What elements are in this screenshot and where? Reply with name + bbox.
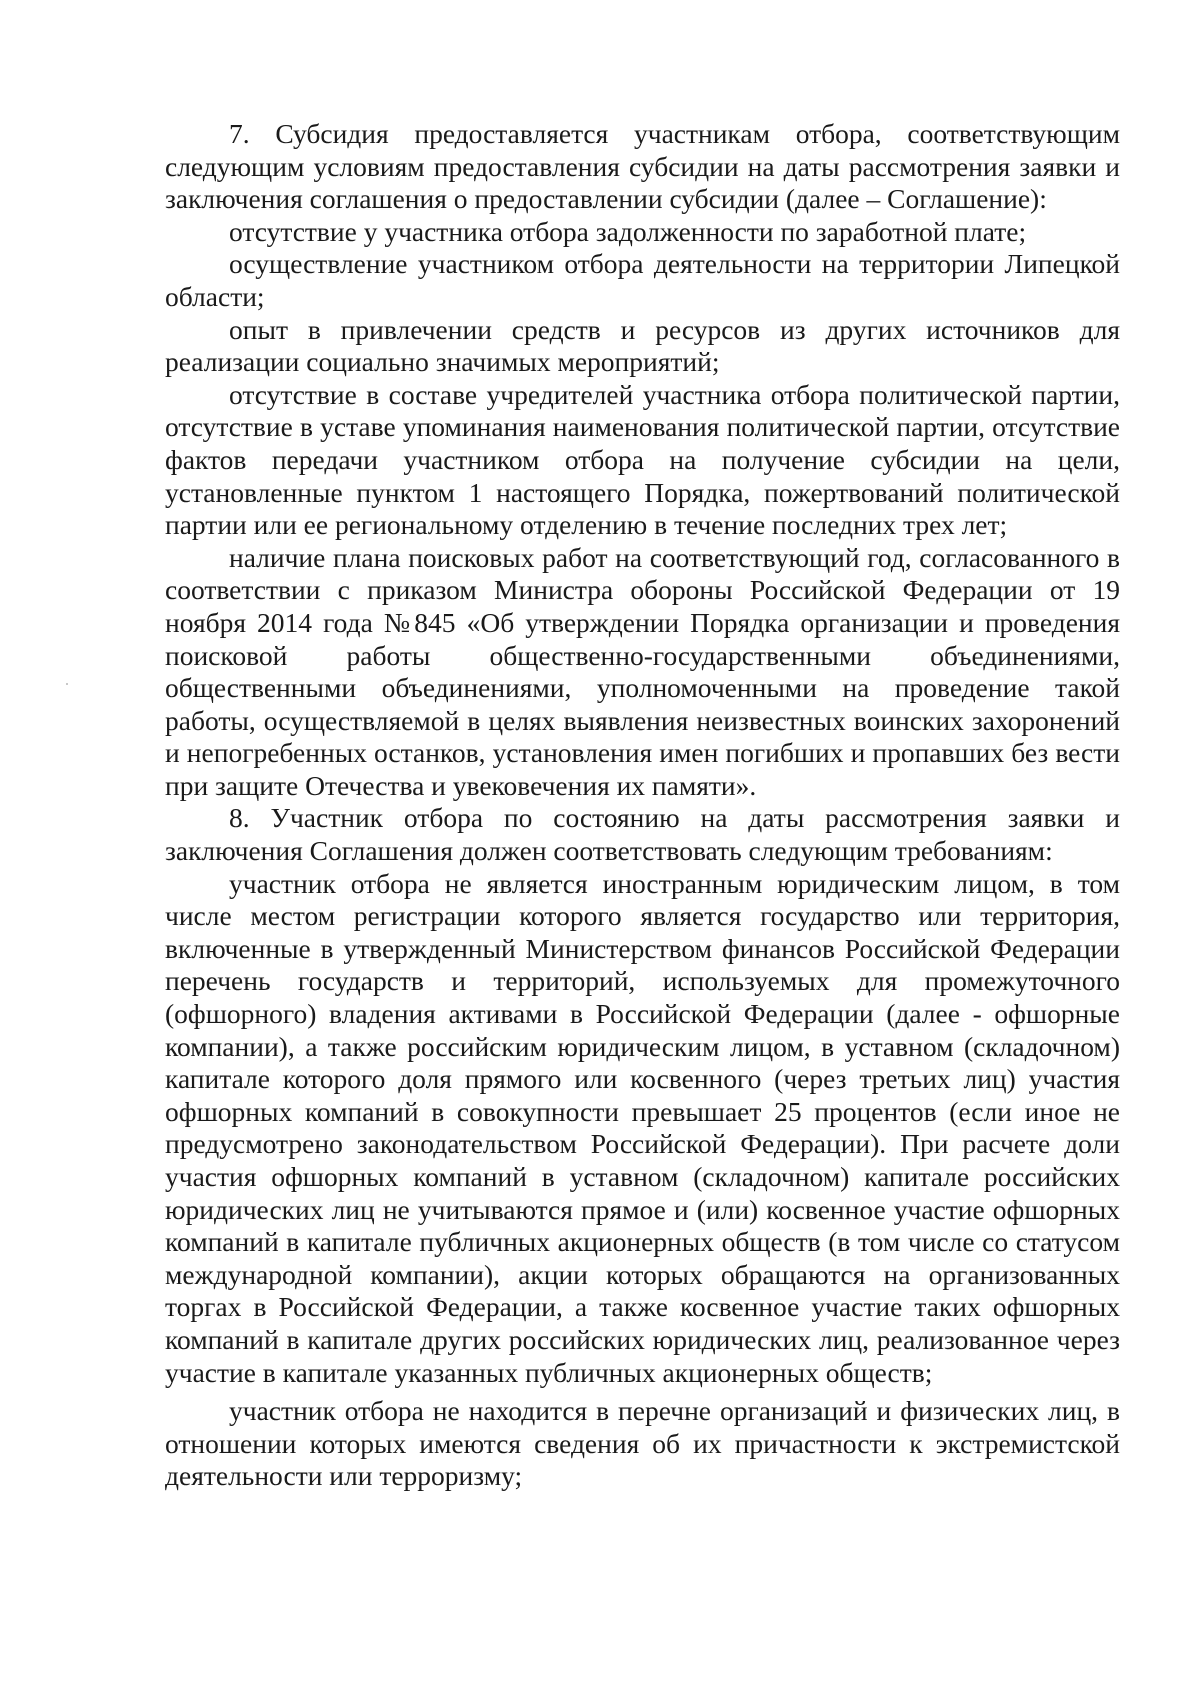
paragraph-8-intro: 8. Участник отбора по состоянию на даты рассмотрения заявки и заключения Соглашения должен соответствовать следующим требованиям: xyxy=(165,802,1120,867)
paragraph-offshore-requirement: участник отбора не является иностранным юридическим лицом, в том числе местом регистрации которого является государство или территория, включенные в утвержденный Министерством финансов Российской Федерации перечень государств и территорий, используемых для промежуточного (офшорного) владения активами в Российской Федерации (далее - офшорные компании), а также российским юридическим лицом, в уставном (складочном) капитале которого доля прямого или косвенного (через третьих лиц) участия офшорных компаний в совокупности превышает 25 процентов (если иное не предусмотрено законодательством Российской Федерации). При расчете доли участия офшорных компаний в уставном (складочном) капитале российских юридических лиц не учитываются прямое и (или) косвенное участие офшорных компаний в капитале публичных акционерных обществ (в том числе со статусом международной компании), акции которых обращаются на организованных торгах в Российской Федерации, а также косвенное участие таких офшорных компаний в капитале других российских юридических лиц, реализованное через участие в капитале указанных публичных акционерных обществ; xyxy=(165,867,1120,1388)
paragraph-activity-territory: осуществление участником отбора деятельности на территории Липецкой области; xyxy=(165,248,1120,312)
paragraph-search-plan: наличие плана поисковых работ на соответствующий год, согласованного в соответствии с приказом Министра обороны Российской Федерации от 19 ноября 2014 года №845 «Об утверждении Порядка организации и проведения поисковой работы общественно-государственными объединениями, общественными объединениями, уполномоченными на проведение такой работы, осуществляемой в целях выявления неизвестных воинских захоронений и непогребенных останков, установления имен погибших и пропавших без вести при защите Отечества и увековечения их памяти». xyxy=(165,541,1120,801)
paragraph-7-intro: 7. Субсидия предоставляется участникам отбора, соответствующим следующим условиям предоставления субсидии на даты рассмотрения заявки и заключения соглашения о предоставлении субсидии (далее – Соглашение): xyxy=(165,118,1120,215)
paragraph-extremism-requirement: участник отбора не находится в перечне организаций и физических лиц, в отношении которых имеются сведения об их причастности к экстремистской деятельности или терроризму; xyxy=(165,1395,1120,1492)
document-body xyxy=(165,118,1120,1493)
paragraph-fundraising-experience: опыт в привлечении средств и ресурсов из других источников для реализации социально значимых мероприятий; xyxy=(165,313,1120,378)
paragraph-political-party: отсутствие в составе учредителей участника отбора политической партии, отсутствие в уставе упоминания наименования политической партии, отсутствие фактов передачи участником отбора на получение субсидии на цели, установленные пунктом 1 настоящего Порядка, пожертвований политической партии или ее региональному отделению в течение последних трех лет; xyxy=(165,378,1120,541)
paragraph-no-salary-debt: отсутствие у участника отбора задолженности по заработной плате; xyxy=(229,215,1027,247)
scan-speck xyxy=(66,683,68,685)
